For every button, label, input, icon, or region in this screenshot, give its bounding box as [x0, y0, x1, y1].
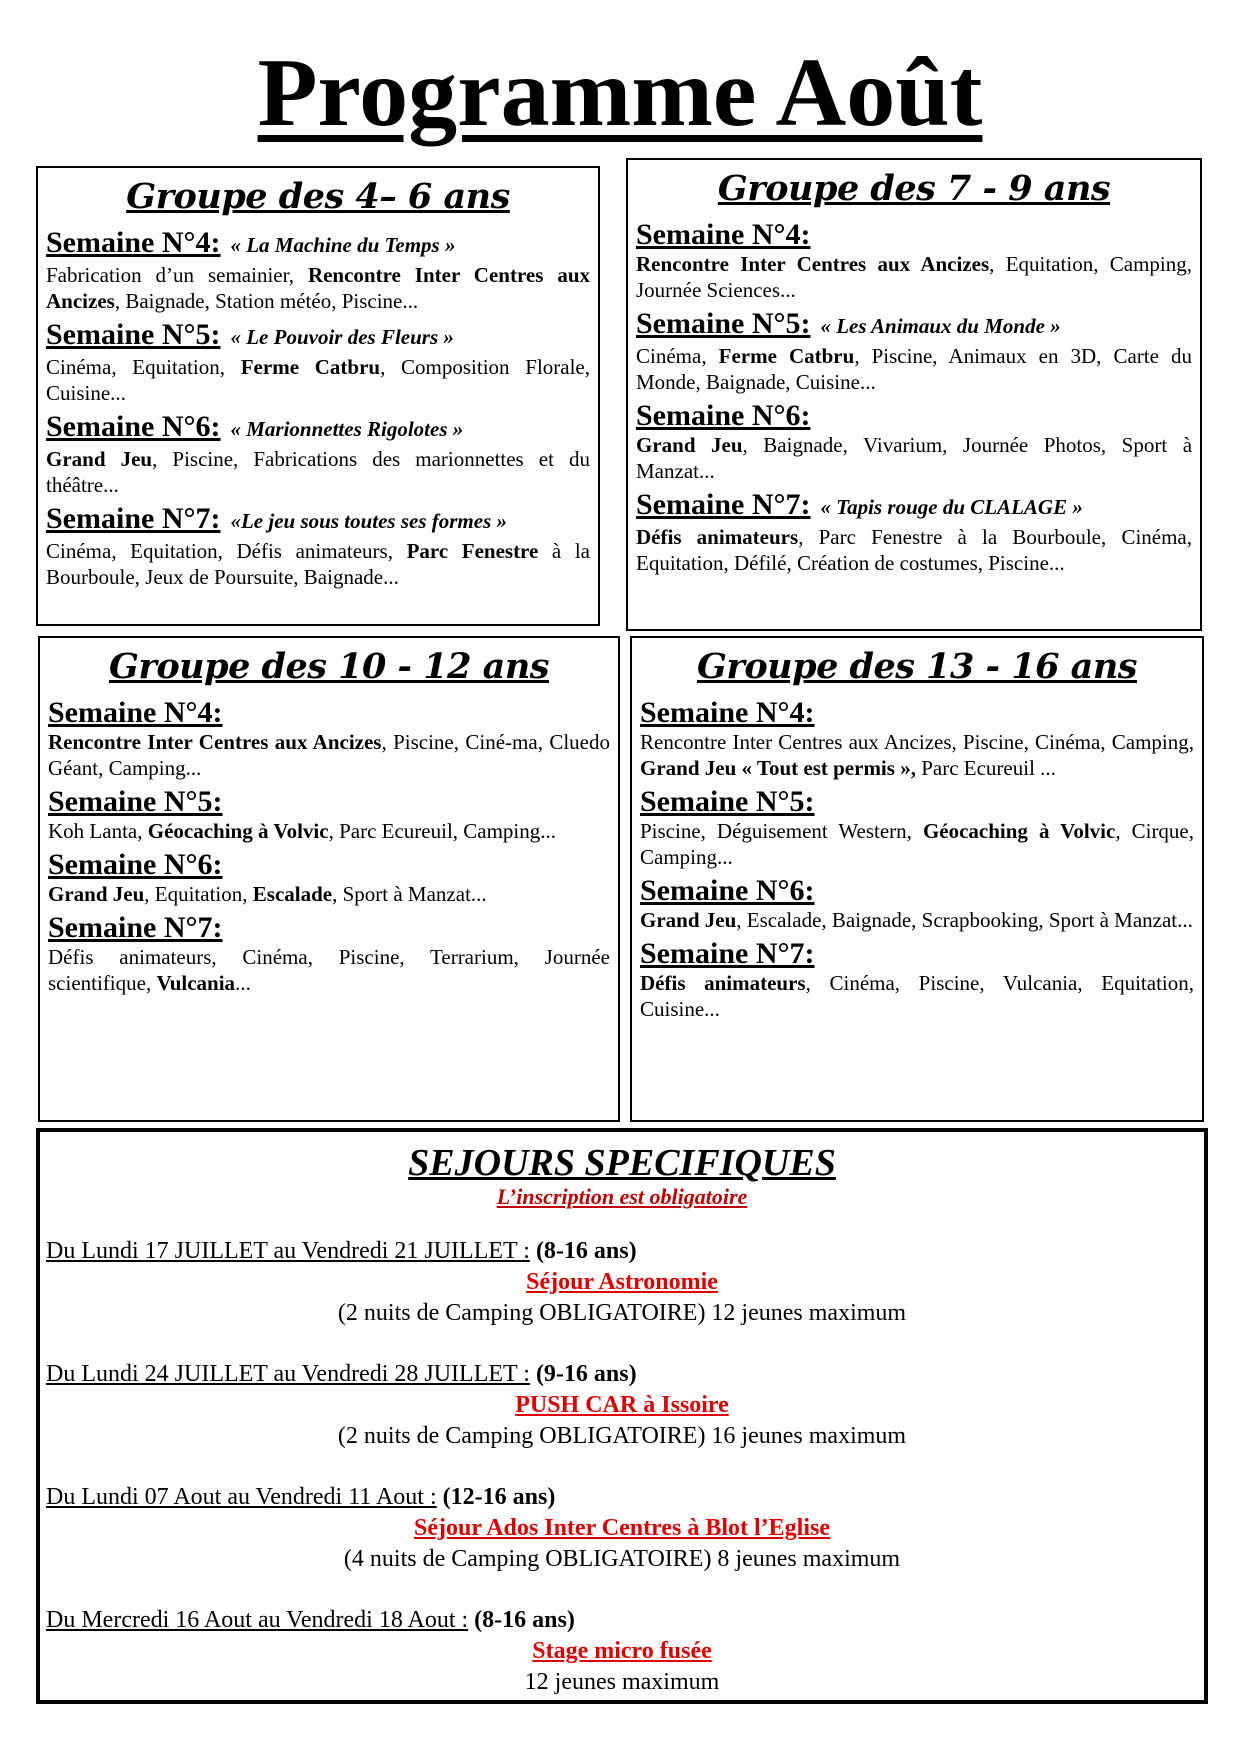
week-block [636, 307, 1192, 395]
week-header [636, 488, 1192, 524]
activity-text: Koh Lanta, [48, 819, 148, 843]
sejour-ages: (12-16 ans) [436, 1484, 556, 1510]
activity-text: Parc Ecureuil ... [915, 756, 1056, 780]
activity-text: , Composition Florale, Cuisine... [46, 355, 591, 405]
sejour-dates [40, 1236, 1204, 1267]
activity-text: Cinéma, Equitation, [46, 355, 241, 379]
activity-highlight: Défis animateurs [640, 971, 806, 995]
group-7-9-box [626, 158, 1202, 631]
week-activities [640, 729, 1194, 781]
sejour-item [40, 1236, 1204, 1329]
activity-text: , Piscine, Fabrications des marionnettes et du théâtre... [46, 447, 590, 497]
group-title: Groupe des 7 - 9 ans [717, 168, 1111, 209]
week-header [636, 218, 1192, 251]
group-10-12-box [38, 636, 620, 1122]
sejours-subtitle: L’inscription est obligatoire [496, 1184, 748, 1209]
week-label: Semaine N°5: [48, 785, 223, 818]
week-header [640, 937, 1194, 970]
week-block [46, 410, 590, 498]
week-header [48, 848, 610, 881]
activity-highlight: Grand Jeu « Tout est permis », [640, 756, 916, 780]
week-block [640, 937, 1194, 1022]
week-theme: « Le Pouvoir des Fleurs » [230, 325, 454, 349]
week-header [640, 696, 1194, 729]
week-activities [46, 262, 590, 314]
week-block [636, 399, 1192, 484]
sejour-info: 12 jeunes maximum [524, 1669, 720, 1695]
week-block [46, 502, 590, 590]
week-header [636, 307, 1192, 343]
week-header [46, 318, 590, 354]
week-header [48, 785, 610, 818]
week-activities [48, 729, 610, 781]
activity-highlight: Grand Jeu [48, 882, 145, 906]
activity-highlight: Grand Jeu [640, 908, 737, 932]
activity-text: , Piscine, Ciné-ma, Cluedo Géant, Camping... [48, 730, 610, 780]
activity-text: ... [235, 971, 251, 995]
week-activities [46, 446, 590, 498]
week-label: Semaine N°7: [46, 502, 221, 535]
week-activities [48, 818, 610, 844]
activity-text: , Cinéma, Piscine, Vulcania, Equitation, Cuisine... [640, 971, 1194, 1021]
sejour-name: Séjour Ados Inter Centres à Blot l’Eglise [413, 1515, 830, 1541]
week-header [48, 911, 610, 944]
week-header [640, 874, 1194, 907]
activity-highlight: Ferme Catbru [240, 355, 381, 379]
sejour-item [40, 1359, 1204, 1452]
week-theme: « Les Animaux du Monde » [820, 314, 1061, 338]
sejour-name: PUSH CAR à Issoire [515, 1392, 729, 1418]
sejour-ages: (9-16 ans) [529, 1361, 637, 1387]
activity-text: , Sport à Manzat... [332, 882, 487, 906]
week-activities [640, 907, 1194, 933]
activity-text: , Equitation, Camping, Journée Sciences... [636, 252, 1192, 302]
sejour-item [40, 1605, 1204, 1698]
week-header [46, 502, 590, 538]
sejour-ages: (8-16 ans) [529, 1238, 637, 1264]
week-activities [48, 881, 610, 907]
week-label: Semaine N°6: [46, 410, 221, 443]
week-header [640, 785, 1194, 818]
activity-highlight: Géocaching à Volvic [147, 819, 329, 843]
activity-highlight: Défis animateurs [636, 525, 799, 549]
activity-text: , Escalade, Baignade, Scrapbooking, Sport à Manzat... [736, 908, 1193, 932]
activity-text: Fabrication d’un semainier, [46, 263, 308, 287]
week-header [48, 696, 610, 729]
week-block [46, 318, 590, 406]
activity-text: Rencontre Inter Centres aux Ancizes, Piscine, Cinéma, Camping, [640, 730, 1194, 754]
activity-text: , Piscine, Animaux en 3D, Carte du Monde, Baignade, Cuisine... [636, 344, 1192, 394]
week-label: Semaine N°6: [640, 874, 815, 907]
sejour-info: (2 nuits de Camping OBLIGATOIRE) 12 jeunes maximum [337, 1300, 907, 1326]
sejour-item [40, 1482, 1204, 1575]
group-title: Groupe des 4– 6 ans [126, 176, 510, 217]
activity-text: à la Bourboule, Jeux de Poursuite, Baignade... [46, 539, 590, 589]
week-block [640, 874, 1194, 933]
sejours-title: SEJOURS SPECIFIQUES [408, 1142, 836, 1184]
sejour-date-range: Du Lundi 07 Aout au Vendredi 11 Aout : [46, 1484, 437, 1510]
week-theme: « Marionnettes Rigolotes » [230, 417, 464, 441]
week-activities [636, 524, 1192, 576]
sejour-info: (4 nuits de Camping OBLIGATOIRE) 8 jeunes maximum [343, 1546, 901, 1572]
activity-highlight: Vulcania [156, 971, 236, 995]
week-label: Semaine N°4: [48, 696, 223, 729]
activity-highlight: Grand Jeu [636, 433, 743, 457]
sejour-date-range: Du Lundi 17 JUILLET au Vendredi 21 JUILLET : [46, 1238, 530, 1264]
week-activities [640, 970, 1194, 1022]
activity-highlight: Géocaching à Volvic [922, 819, 1116, 843]
sejour-info: (2 nuits de Camping OBLIGATOIRE) 16 jeunes maximum [337, 1423, 907, 1449]
activity-text: Cinéma, [636, 344, 719, 368]
group-4-6-box [36, 166, 600, 626]
week-block [48, 696, 610, 781]
sejours-box [36, 1128, 1208, 1704]
week-label: Semaine N°5: [636, 307, 811, 340]
week-label: Semaine N°5: [640, 785, 815, 818]
activity-highlight: Escalade [252, 882, 333, 906]
week-block [48, 785, 610, 844]
sejour-dates [40, 1482, 1204, 1513]
activity-text: Cinéma, Equitation, Défis animateurs, [46, 539, 407, 563]
activity-text: , Equitation, [144, 882, 253, 906]
week-block [636, 488, 1192, 576]
activity-text: Défis animateurs, Cinéma, Piscine, Terrarium, Journée scientifique, [48, 945, 610, 995]
week-block [48, 848, 610, 907]
activity-highlight: Ferme Catbru [718, 344, 855, 368]
week-label: Semaine N°6: [636, 399, 811, 432]
sejour-ages: (8-16 ans) [468, 1607, 575, 1633]
week-label: Semaine N°7: [640, 937, 815, 970]
sejour-name: Séjour Astronomie [526, 1269, 718, 1295]
week-label: Semaine N°5: [46, 318, 221, 351]
week-theme: «Le jeu sous toutes ses formes » [230, 509, 507, 533]
week-block [640, 696, 1194, 781]
activity-text: , Parc Ecureuil, Camping... [328, 819, 557, 843]
activity-highlight: Rencontre Inter Centres aux Ancizes [636, 252, 990, 276]
week-block [48, 911, 610, 996]
week-block [46, 226, 590, 314]
sejour-date-range: Du Lundi 24 JUILLET au Vendredi 28 JUILLET : [46, 1361, 530, 1387]
activity-text: Piscine, Déguisement Western, [640, 819, 923, 843]
activity-text: , Parc Fenestre à la Bourboule, Cinéma, Equitation, Défilé, Création de costumes, Piscine... [636, 525, 1193, 575]
week-theme: « Tapis rouge du CLALAGE » [820, 495, 1083, 519]
week-activities [636, 343, 1192, 395]
week-block [636, 218, 1192, 303]
week-activities [636, 251, 1192, 303]
week-label: Semaine N°6: [48, 848, 223, 881]
group-title: Groupe des 13 - 16 ans [696, 646, 1137, 687]
activity-highlight: Grand Jeu [46, 447, 153, 471]
week-activities [48, 944, 610, 996]
group-13-16-box [630, 636, 1204, 1122]
week-label: Semaine N°4: [46, 226, 221, 259]
group-title: Groupe des 10 - 12 ans [108, 646, 549, 687]
week-block [640, 785, 1194, 870]
week-label: Semaine N°7: [48, 911, 223, 944]
week-activities [640, 818, 1194, 870]
week-header [46, 410, 590, 446]
week-header [636, 399, 1192, 432]
page-title: Programme Août [257, 39, 983, 147]
sejour-dates [40, 1605, 1204, 1636]
sejour-name: Stage micro fusée [532, 1638, 712, 1664]
week-activities [46, 354, 590, 406]
week-activities [46, 538, 590, 590]
activity-text: , Baignade, Vivarium, Journée Photos, Sport à Manzat... [636, 433, 1193, 483]
activity-text: , Baignade, Station météo, Piscine... [114, 289, 419, 313]
week-label: Semaine N°4: [636, 218, 811, 251]
week-label: Semaine N°4: [640, 696, 815, 729]
sejour-date-range: Du Mercredi 16 Aout au Vendredi 18 Aout : [46, 1607, 469, 1633]
week-header [46, 226, 590, 262]
activity-highlight: Parc Fenestre [406, 539, 539, 563]
activity-highlight: Rencontre Inter Centres aux Ancizes [48, 730, 382, 754]
activity-text: , Cirque, Camping... [640, 819, 1195, 869]
sejour-dates [40, 1359, 1204, 1390]
week-label: Semaine N°7: [636, 488, 811, 521]
activity-highlight: Rencontre Inter Centres aux Ancizes [46, 263, 590, 313]
week-activities [636, 432, 1192, 484]
week-theme: « La Machine du Temps » [230, 233, 456, 257]
